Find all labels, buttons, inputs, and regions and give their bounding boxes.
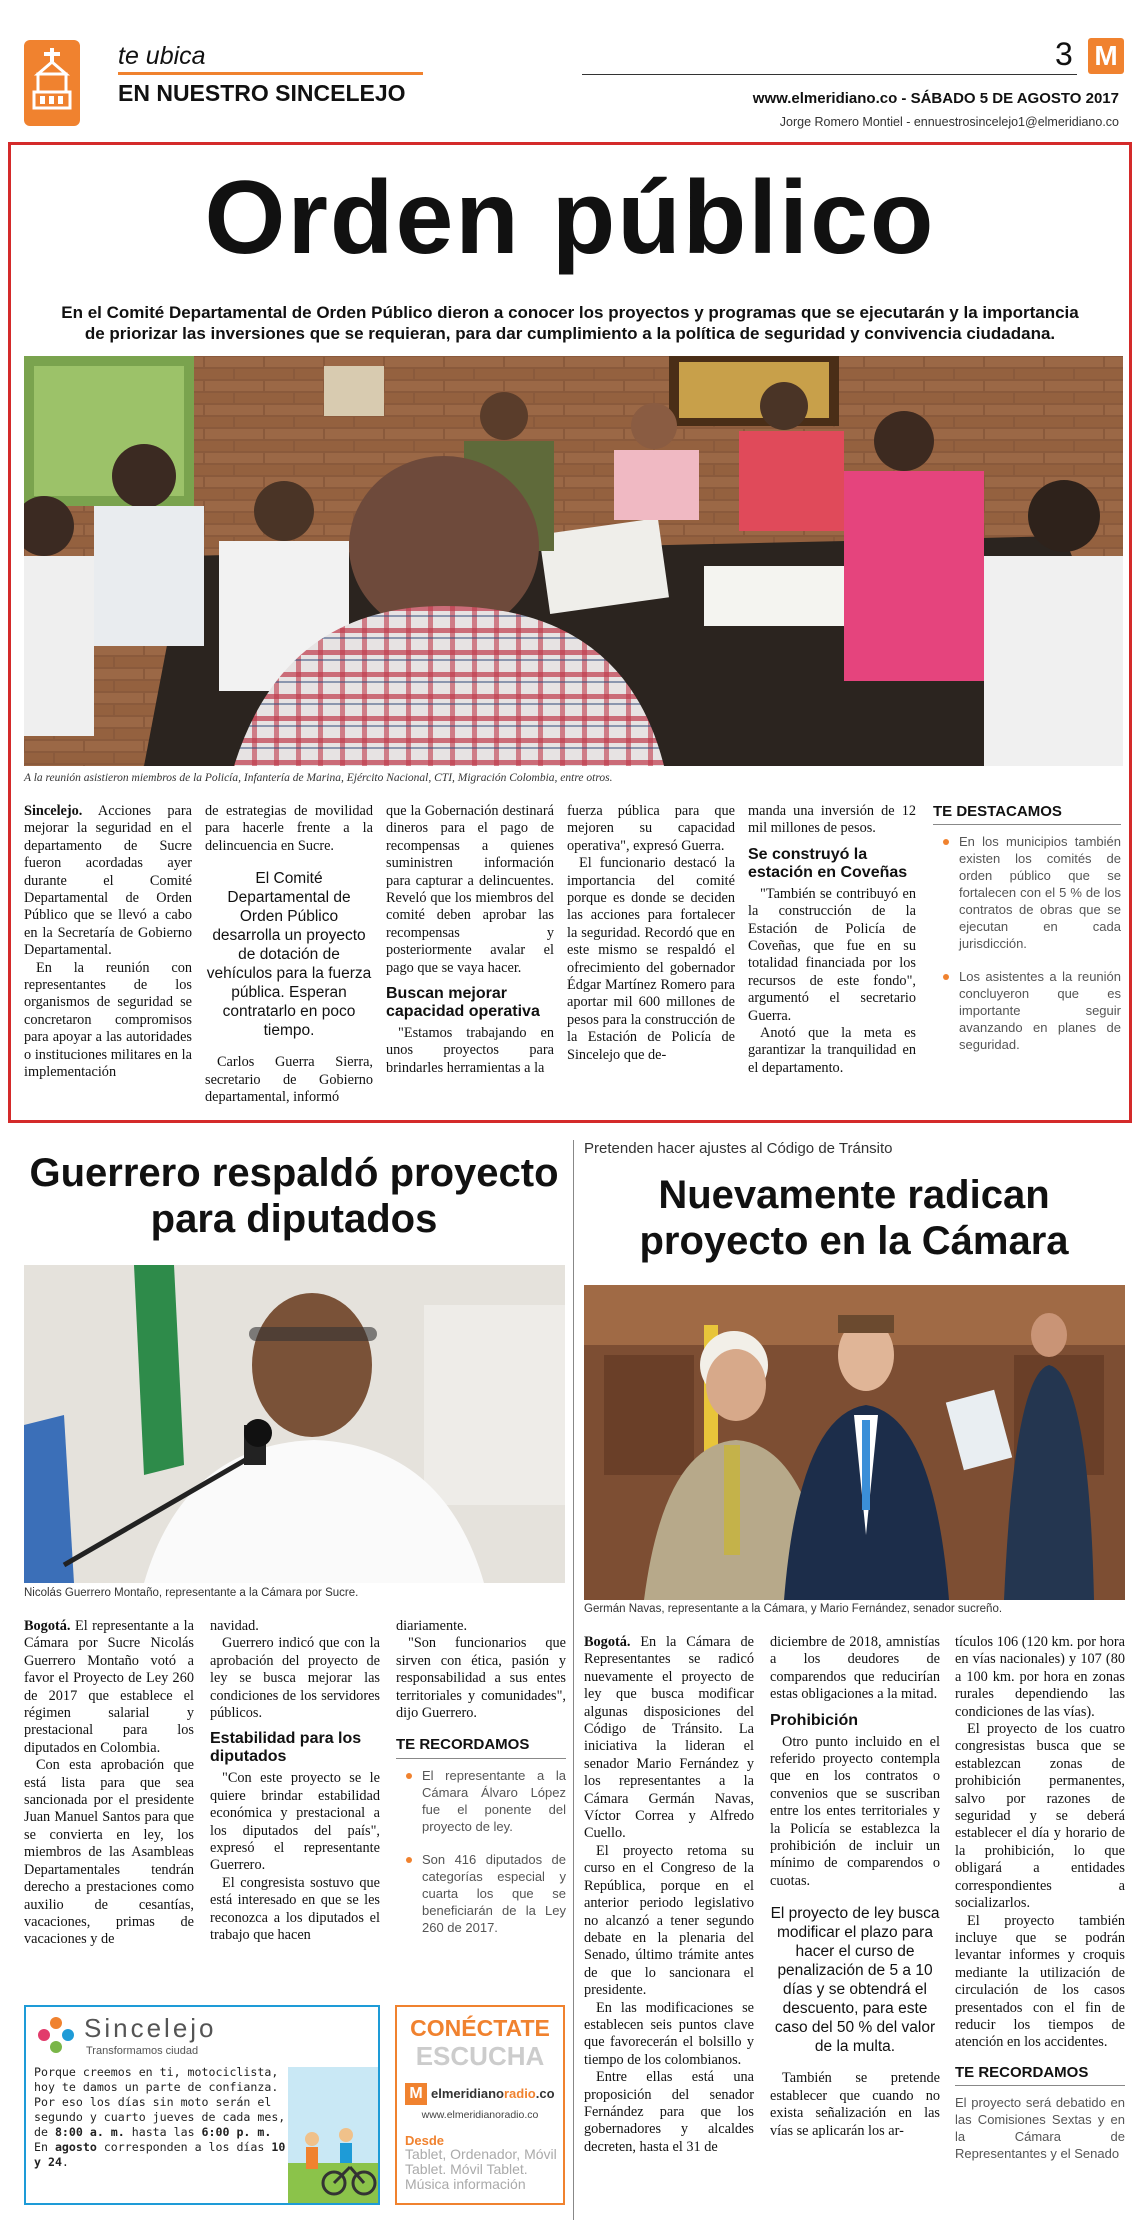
left-box-item: Son 416 diputados de categorías especial y cuarta los que se beneficiarán de la Ley 260 de 2017.: [396, 1851, 566, 1936]
main-box-title: TE DESTACAMOS: [933, 803, 1121, 825]
sincelejo-logo-icon: [36, 2015, 76, 2055]
main-col-3: que la Gobernación destinará dineros para el pago de recompensas a quienes suministren información para capturar a delincuentes. Reveló que los miembros del comité deben aprobar las recompensas y posteriormente avalar el pago que se vaya hacer. Buscan mejorar capacidad operativa "Estamos trabajando en unos proyectos para brindarles herramientas a la: [386, 803, 554, 1076]
main-subhead-2: Se construyó la estación en Coveñas: [748, 845, 908, 881]
left-story-photo: [24, 1265, 565, 1583]
right-box-title: TE RECORDAMOS: [955, 2064, 1125, 2086]
main-pull-quote: El Comité Departamental de Orden Público desarrolla un proyecto de dotación de vehículos para la fuerza pública. Esperan contratarlo en poco tiempo.: [206, 870, 372, 1040]
right-story-caption: Germán Navas, representante a la Cámara, y Mario Fernández, senador sucreño.: [584, 1603, 1003, 1615]
main-highlights-box: [933, 803, 1121, 1069]
left-story-title: Guerrero respaldó proyecto para diputados: [29, 1151, 559, 1241]
left-box-title: TE RECORDAMOS: [396, 1736, 566, 1758]
left-col-3: diariamente. "Son funcionarios que sirven con ética, pasión y responsabilidad a sus entes territoriales y comunidades", dijo Guerrero. TE RECORDAMOS El representante a la Cámara Álvaro López fue el ponente del proyecto de ley. Son 416 diputados de categorías especial y cuarta los que se beneficiarán de la Ley 260 de 2017.: [396, 1618, 566, 1935]
sincelejo-tagline: Transformamos ciudad: [86, 2045, 199, 2057]
radio-words: Tablet, Ordenador, Móvil Tablet. Móvil Tablet. Música información: [405, 2146, 557, 2192]
main-col-5: manda una inversión de 12 mil millones de pesos. Se construyó la estación en Coveñas "También se contribuyó en la construcción de la Estación de Policía de Coveñas, que fue en su totalidad financiada por los recursos de este fondo", argumentó el secretario Guerra. Anotó que la meta es garantizar la tranquilidad en el departamento.: [748, 803, 916, 1076]
right-subhead: Prohibición: [770, 1711, 858, 1729]
author-line: Jorge Romero Montiel - ennuestrosincelejo1@elmeridiano.co: [779, 115, 1119, 129]
main-title: Orden público: [204, 160, 936, 276]
main-box-item: Los asistentes a la reunión concluyeron que es importante seguir avanzando en planes de seguridad.: [933, 968, 1121, 1053]
radio-desde: Desde: [405, 2133, 445, 2148]
main-box-item: En los municipios también existen los comités de orden público que se fortalecen con el 5 % de los contratos de obras que se ejecutan en cada jurisdicción.: [933, 833, 1121, 952]
left-col-1: Bogotá. El representante a la Cámara por Sucre Nicolás Guerrero Montaño votó a favor el Proyecto de Ley 260 de 2017 que establece el régimen salarial y prestacional para los diputados en Colombia. Con esta aprobación que está lista para que sea sancionada por el presidente Juan Manuel Santos para que se convierta en ley, los miembros de las Asambleas Departamentales tendrán derecho a prestaciones como auxilio de cesantías, vacaciones, primas de vacaciones y de: [24, 1618, 194, 1948]
right-col-2: diciembre de 2018, amnistías a los deudores de comparendos que reducirían estas obligaciones a la mitad. Prohibición Otro punto incluido en el referido proyecto contempla que en los contratos o convenios que se suscriban entre los entes territoriales y la Policía se establezca la prohibición de incluir un mínimo de comparendos o cuotas. El proyecto de ley busca modificar el plazo para hacer el curso de penalización de 5 a 10 días y se obtendrá el descuento, para este caso del 50 % del valor de la multa. También se pretende establecer que cuando no exista señalización en las vías se aplicarán los ar-: [770, 1634, 940, 2139]
main-col-1: Sincelejo. Acciones para mejorar la seguridad en el departamento de Sucre fueron acordadas ayer durante el Comité Departamental de Orden Público que se llevó a cabo en la Secretaría de Gobierno Departamental. En la reunión con representantes de los organismos de seguridad se concretaron compromisos para apoyar a las autoridades o instituciones militares en la implementación: [24, 803, 192, 1081]
radio-ad-line1: CONÉCTATE: [410, 2015, 550, 2041]
main-photo: [24, 356, 1123, 766]
right-pull-quote: El proyecto de ley busca modificar el plazo para hacer el curso de penalización de 5 a 10 días y se obtendrá el descuento, para este caso del 50 % del valor de la multa.: [770, 1905, 940, 2056]
left-col-2: navidad. Guerrero indicó que con la aprobación del proyecto de ley se busca mejorar las condiciones de los servidores públicos. Estabilidad para los diputados "Con este proyecto se le quiere brindar estabilidad económica y prestacional a los diputados del país", expresó el representante Guerrero. El congresista sostuvo que está interesado en que se les reconozca a los diputados el trabajo que hacen: [210, 1618, 380, 1944]
sincelejo-ad: [24, 2005, 380, 2205]
right-box-text: El proyecto será debatido en las Comisiones Sextas y en la Cámara de Representantes y el Senado: [955, 2095, 1125, 2162]
radio-url: www.elmeridianoradio.co: [421, 2109, 539, 2121]
radio-brand-logo: M: [405, 2083, 427, 2105]
right-story-photo: [584, 1285, 1125, 1600]
right-story-kicker: Pretenden hacer ajustes al Código de Tránsito: [584, 1140, 893, 1157]
cyclists-illustration: [288, 2067, 378, 2203]
dateline: www.elmeridiano.co - SÁBADO 5 DE AGOSTO 2017: [752, 90, 1119, 107]
main-col-4: fuerza pública para que mejoren su capacidad operativa", expresó Guerra. El funcionario destacó la importancia del comité porque es donde se deciden las acciones para fortalecer la seguridad. Recordó que en este mismo se respaldó el ofrecimiento del gobernador Édgar Martínez Romero para aportar mil 600 millones de pesos para la construcción de la Estación de Policía de Sincelejo que de-: [567, 803, 735, 1063]
radio-ad-line2: ESCUCHA: [415, 2041, 545, 2071]
main-lead: En el Comité Departamental de Orden Público dieron a conocer los proyectos y programas que se ejecutarán y la importancia de priorizar las inversiones que se requieran, para dar cumplimiento a la política de seguridad y convivencia ciudadana.: [61, 303, 1079, 343]
section-rule: [118, 72, 423, 75]
column-divider: [573, 1140, 574, 2220]
right-col-1: Bogotá. En la Cámara de Representantes se radicó nuevamente el proyecto de ley que busca modificar algunas disposiciones del Código de Tránsito. La iniciativa la lideran el senador Mario Fernández y los representantes a la Cámara Germán Navas, Víctor Correa y Alfredo Cuello. El proyecto retoma su curso en el Congreso de la República, porque en el anterior periodo legislativo no alcanzó a tener segundo debate en la plenaria del Senado, último trámite antes de que lo sancionara el presidente. En las modificaciones se establecen seis puntos clave que favorecerán el bolsillo y tiempo de los colombianos. Entre ellas está una proposición del senador Fernández para que los gobernadores y alcaldes decreten, hasta el 31 de: [584, 1634, 754, 2155]
paper-logo: M: [1088, 38, 1124, 74]
section-kicker: te ubica: [118, 42, 206, 70]
sincelejo-name: Sincelejo: [84, 2013, 217, 2043]
header-rule: [582, 74, 1077, 75]
page-number: 3: [1055, 36, 1073, 72]
radio-brand: elmeridianoradio.co: [431, 2086, 555, 2101]
right-reminder-box: [955, 2064, 1125, 2162]
section-icon: [24, 40, 80, 126]
right-story-title: Nuevamente radican proyecto en la Cámara: [639, 1173, 1069, 1263]
left-reminder-box: [396, 1736, 566, 1935]
right-city: Bogotá.: [584, 1634, 631, 1650]
main-city: Sincelejo.: [24, 803, 83, 819]
right-col-3: tículos 106 (120 km. por hora en vías nacionales) y 107 (80 a 100 km. por hora en zonas rurales dependiendo las condiciones de las vías). El proyecto de los cuatro congresistas busca que se establezcan zonas de prohibición permanentes, salvo por razones de seguridad y se deberá establecer el día y horario de la prohibición, lo que obligará a entidades correspondientes a socializarlos. El proyecto también incluye que se podrán levantar informes y croquis mediante la utilización de circulación de los casos presentados con el fin de reducir los tiempos de atención en los accidentes. TE RECORDAMOS El proyecto será debatido en las Comisiones Sextas y en la Cámara de Representantes y el Senado: [955, 1634, 1125, 2162]
main-photo-caption: A la reunión asistieron miembros de la Policía, Infantería de Marina, Ejército Nacional, CTI, Migración Colombia, entre otros.: [24, 772, 613, 784]
left-subhead: Estabilidad para los diputados: [210, 1730, 362, 1766]
left-box-item: El representante a la Cámara Álvaro López fue el ponente del proyecto de ley.: [396, 1767, 566, 1835]
section-name: EN NUESTRO SINCELEJO: [118, 80, 406, 106]
main-subhead-1: Buscan mejorar capacidad operativa: [386, 985, 540, 1021]
main-col-2: de estrategias de movilidad para hacerle frente a la delincuencia en Sucre. El Comité Departamental de Orden Público desarrolla un proyecto de dotación de vehículos para la fuerza pública. Esperan contratarlo en poco tiempo. Carlos Guerra Sierra, secretario de Gobierno departamental, informó: [205, 803, 373, 1106]
left-city: Bogotá.: [24, 1618, 71, 1634]
left-story-caption: Nicolás Guerrero Montaño, representante a la Cámara por Sucre.: [24, 1587, 359, 1599]
radio-ad: [395, 2005, 565, 2205]
sincelejo-ad-text: Porque creemos en ti, motociclista, hoy te damos un parte de confianza. Por eso los días sin moto serán el segundo y cuarto jueves de cada mes, de 8:00 a. m. hasta las 6:00 p. m. En agosto corresponden a los días 10 y 24.: [34, 2065, 286, 2169]
